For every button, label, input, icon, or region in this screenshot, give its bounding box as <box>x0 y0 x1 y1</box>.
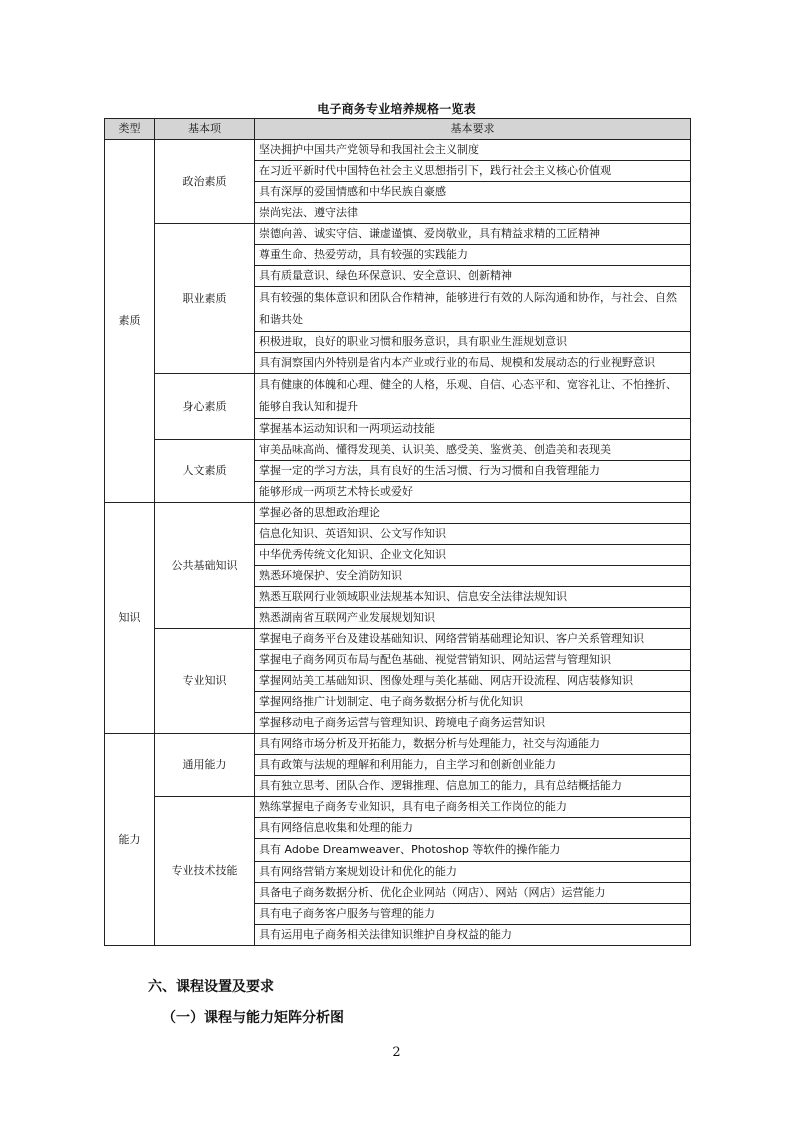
requirement-cell: 掌握电子商务网页布局与配色基础、视觉营销知识、网站运营与管理知识 <box>255 650 691 671</box>
requirement-cell: 掌握移动电子商务运营与管理知识、跨境电子商务运营知识 <box>255 713 691 734</box>
requirement-cell: 崇尚宪法、遵守法律 <box>255 203 691 224</box>
table-row <box>105 440 691 461</box>
requirement-cell: 具有健康的体魄和心理、健全的人格，乐观、自信、心态平和、宽容礼让、不怕挫折、能够自我认知和提升 <box>255 374 691 419</box>
requirement-cell: 积极进取，良好的职业习惯和服务意识，具有职业生涯规划意识 <box>255 332 691 353</box>
requirement-cell: 信息化知识、英语知识、公文写作知识 <box>255 524 691 545</box>
basic-item-cell: 政治素质 <box>155 140 255 224</box>
requirement-cell: 具有深厚的爱国情感和中华民族自豪感 <box>255 182 691 203</box>
category-cell: 能力 <box>105 734 155 946</box>
basic-item-cell: 职业素质 <box>155 224 255 374</box>
requirement-cell: 掌握网络推广计划制定、电子商务数据分析与优化知识 <box>255 692 691 713</box>
requirement-cell: 掌握基本运动知识和一两项运动技能 <box>255 419 691 440</box>
training-spec-table <box>104 118 691 946</box>
requirement-cell: 能够形成一两项艺术特长或爱好 <box>255 482 691 503</box>
requirement-cell: 熟悉互联网行业领域职业法规基本知识、信息安全法律法规知识 <box>255 587 691 608</box>
category-cell: 素质 <box>105 140 155 503</box>
table-row <box>105 734 691 755</box>
page-number: 2 <box>392 1045 401 1060</box>
requirement-cell: 具有网络信息收集和处理的能力 <box>255 818 691 839</box>
basic-item-cell: 身心素质 <box>155 374 255 440</box>
requirement-cell: 尊重生命、热爱劳动，具有较强的实践能力 <box>255 245 691 266</box>
requirement-cell: 中华优秀传统文化知识、企业文化知识 <box>255 545 691 566</box>
requirement-cell: 具备电子商务数据分析、优化企业网站（网店）、网站（网店）运营能力 <box>255 883 691 904</box>
requirement-cell: 掌握必备的思想政治理论 <box>255 503 691 524</box>
requirement-cell: 掌握电子商务平台及建设基础知识、网络营销基础理论知识、客户关系管理知识 <box>255 629 691 650</box>
header-basic-item: 基本项 <box>155 119 255 140</box>
requirement-cell: 具有较强的集体意识和团队合作精神，能够进行有效的人际沟通和协作，与社会、自然和谐共处 <box>255 287 691 332</box>
requirement-cell: 具有运用电子商务相关法律知识维护自身权益的能力 <box>255 925 691 946</box>
requirement-cell: 在习近平新时代中国特色社会主义思想指引下，践行社会主义核心价值观 <box>255 161 691 182</box>
requirement-cell: 具有 Adobe Dreamweaver、Photoshop 等软件的操作能力 <box>255 839 691 862</box>
table-row <box>105 140 691 161</box>
section-heading-6: 六、课程设置及要求 <box>148 979 274 995</box>
header-basic-requirement: 基本要求 <box>255 119 691 140</box>
basic-item-cell: 专业知识 <box>155 629 255 734</box>
requirement-cell: 崇德向善、诚实守信、谦虚谨慎、爱岗敬业，具有精益求精的工匠精神 <box>255 224 691 245</box>
requirement-cell: 熟练掌握电子商务专业知识，具有电子商务相关工作岗位的能力 <box>255 797 691 818</box>
requirement-cell: 具有质量意识、绿色环保意识、安全意识、创新精神 <box>255 266 691 287</box>
requirement-cell: 审美品味高尚、懂得发现美、认识美、感受美、鉴赏美、创造美和表现美 <box>255 440 691 461</box>
requirement-cell: 具有网络营销方案规划设计和优化的能力 <box>255 862 691 883</box>
table-title: 电子商务专业培养规格一览表 <box>317 102 476 116</box>
table-header-row <box>105 119 691 140</box>
category-cell: 知识 <box>105 503 155 734</box>
basic-item-cell: 人文素质 <box>155 440 255 503</box>
basic-item-cell: 通用能力 <box>155 734 255 797</box>
requirement-cell: 具有电子商务客户服务与管理的能力 <box>255 904 691 925</box>
requirement-cell: 具有网络市场分析及开拓能力，数据分析与处理能力，社交与沟通能力 <box>255 734 691 755</box>
requirement-cell: 熟悉湖南省互联网产业发展规划知识 <box>255 608 691 629</box>
table-row <box>105 797 691 818</box>
requirement-cell: 具有政策与法规的理解和利用能力，自主学习和创新创业能力 <box>255 755 691 776</box>
table-row <box>105 374 691 419</box>
requirement-cell: 掌握网站美工基础知识、图像处理与美化基础、网店开设流程、网店装修知识 <box>255 671 691 692</box>
header-type: 类型 <box>105 119 155 140</box>
table-row <box>105 629 691 650</box>
subsection-heading-6-1: （一）课程与能力矩阵分析图 <box>162 1010 344 1026</box>
requirement-cell: 熟悉环境保护、安全消防知识 <box>255 566 691 587</box>
requirement-cell: 掌握一定的学习方法，具有良好的生活习惯、行为习惯和自我管理能力 <box>255 461 691 482</box>
table-row <box>105 503 691 524</box>
basic-item-cell: 公共基础知识 <box>155 503 255 629</box>
requirement-cell: 坚决拥护中国共产党领导和我国社会主义制度 <box>255 140 691 161</box>
basic-item-cell: 专业技术技能 <box>155 797 255 946</box>
table-row <box>105 224 691 245</box>
requirement-cell: 具有独立思考、团队合作、逻辑推理、信息加工的能力，具有总结概括能力 <box>255 776 691 797</box>
table-body <box>105 140 691 946</box>
requirement-cell: 具有洞察国内外特别是省内本产业或行业的布局、规模和发展动态的行业视野意识 <box>255 353 691 374</box>
